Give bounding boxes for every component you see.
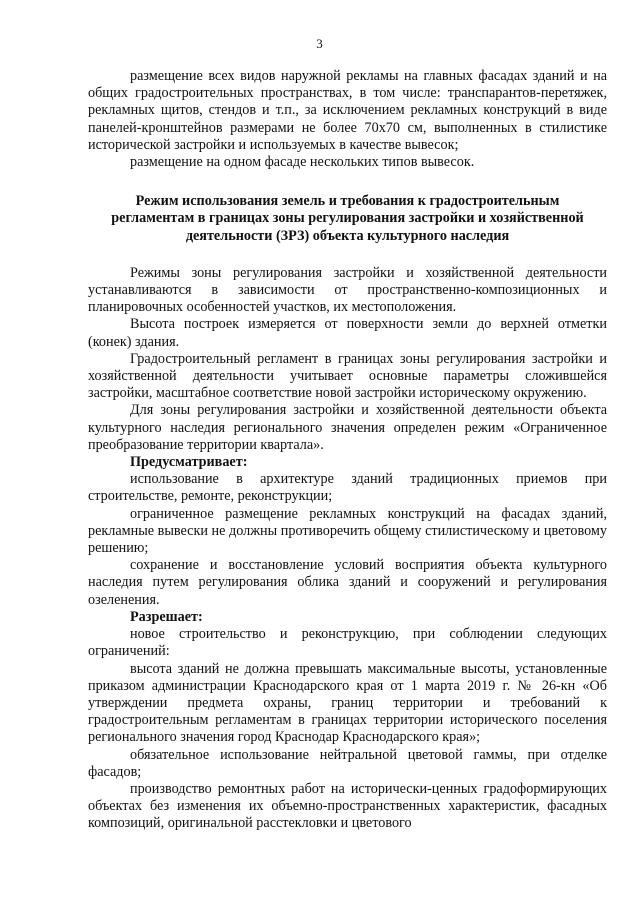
provides-heading: Предусматривает: <box>130 454 248 471</box>
body-paragraph: Градостроительный регламент в границах зоны регулирования застройки и хозяйственной деятельности учитывает основные параметры сложившейся застройки, масштабное соответствие новой застройки историческому окружению. <box>88 350 607 402</box>
provides-item: сохранение и восстановление условий восприятия объекта культурного наследия путем регулирования облика зданий и сооружений и регулирования озеленения. <box>88 557 607 608</box>
section-heading: Режим использования земель и требования к градостроительным регламентам в границах зоны регулирования застройки и хозяйственной деятельности (ЗРЗ) объекта культурного наследия <box>111 193 584 244</box>
allows-item: обязательное использование нейтральной цветовой гаммы, при отделке фасадов; <box>88 746 607 780</box>
page-number: 3 <box>316 36 323 51</box>
allows-item: высота зданий не должна превышать максимальные высоты, установленные приказом администрации Краснодарского края от 1 марта 2019 г. № 26-кн «Об утверждении предмета охраны, границ территории и требований к градостроительным регламентам в границах территории исторического поселения регионального значения город Краснодар Краснодарского края»; <box>88 660 607 746</box>
intro-paragraph: размещение на одном фасаде нескольких типов вывесок. <box>130 154 475 171</box>
allows-item: производство ремонтных работ на исторически-ценных градоформирующих объектах без изменения их объемно-пространственных характеристик, фасадных композиций, оригинальной расстекловки и цветового <box>88 780 607 832</box>
document-body <box>88 68 607 833</box>
allows-heading: Разрешает: <box>130 608 203 625</box>
intro-paragraph: размещение всех видов наружной рекламы на главных фасадах зданий и на общих градостроительных пространствах, в том числе: транспарантов-перетяжек, рекламных щитов, стендов и т.п., за исключением рекламных конструкций в виде панелей-кронштейнов размерами не более 70х70 см, выполненных в стилистике исторической застройки и используемых в качестве вывесок; <box>88 68 607 153</box>
body-paragraph: Высота построек измеряется от поверхности земли до верхней отметки (конек) здания. <box>88 316 607 350</box>
provides-item: ограниченное размещение рекламных конструкций на фасадах зданий, рекламные вывески не должны противоречить общему стилистическому и цветовому решению; <box>88 505 607 557</box>
body-paragraph: Для зоны регулирования застройки и хозяйственной деятельности объекта культурного наследия регионального значения определен режим «Ограниченное преобразование территории квартала». <box>88 402 607 453</box>
body-paragraph: Режимы зоны регулирования застройки и хозяйственной деятельности устанавливаются в зависимости от пространственно-композиционных и планировочных особенностей участков, их местоположения. <box>88 264 607 316</box>
provides-item: использование в архитектуре зданий традиционных приемов при строительстве, ремонте, реконструкции; <box>88 471 607 505</box>
allows-item: новое строительство и реконструкцию, при соблюдении следующих ограничений: <box>88 626 607 660</box>
